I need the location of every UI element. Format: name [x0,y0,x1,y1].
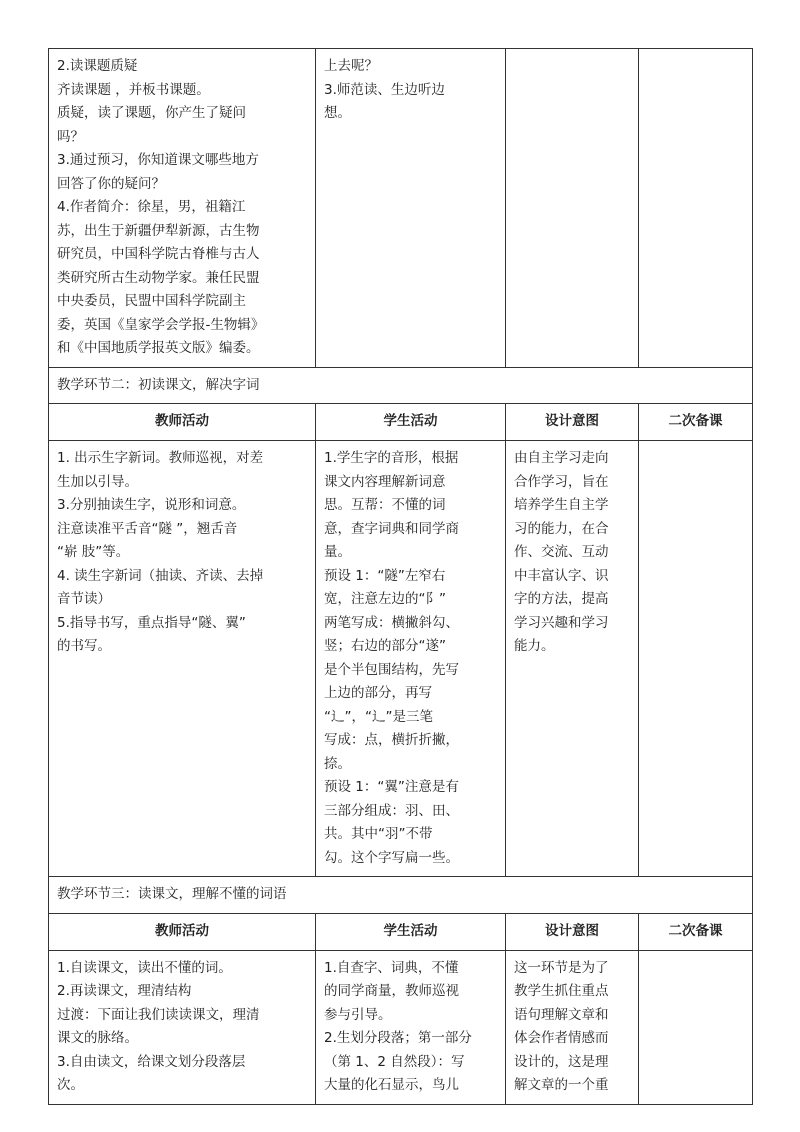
header-second-prep: 二次备课 [639,913,753,950]
design-intent-cell [506,49,639,368]
table-row [49,950,753,1104]
text-line: 过渡：下面让我们读读课文，理清 [57,1006,260,1023]
lesson-plan-table [48,48,753,1105]
text-line: 次。 [57,1077,84,1093]
text-line: 上边的部分，再写 [324,685,432,701]
text-line: 吗？ [57,128,84,145]
text-line: 习的能力，在合 [514,520,609,537]
text-line: 由自主学习走向 [514,450,609,466]
text-line: 想。 [324,105,351,121]
second-prep-cell [639,950,753,1104]
text-line: 中央委员，民盟中国科学院副主 [57,293,246,309]
header-row [49,404,753,441]
header-teacher-activity: 教师活动 [49,913,316,950]
text-line: 是个半包围结构，先写 [324,661,459,678]
text-line: 上去呢？ [324,58,378,74]
text-line: 委，英国《皇家学会学报-生物辑》 [57,316,265,333]
text-line: 类研究所古生动物学家。兼任民盟 [57,269,260,286]
section-row [49,877,753,914]
design-intent-cell [506,950,639,1104]
section-title: 教学环节三：读课文，理解不懂的词语 [49,877,753,914]
table-row [49,441,753,877]
table-row [49,49,753,368]
text-line: 和《中国地质学报英文版》编委。 [57,340,260,356]
text-line: 课文的脉络。 [57,1030,138,1046]
student-activity-lines [324,447,497,870]
section-row [49,367,753,404]
text-line: 能力。 [514,638,555,654]
design-intent-lines [514,957,630,1098]
text-line: 3.自由读文，给课文划分段落层 [57,1053,246,1070]
text-line: 培养学生自主学 [514,497,609,513]
text-line: 音节读） [57,591,111,607]
text-line: 勾。这个字写扁一些。 [324,849,459,866]
text-line: “辶”，“辶”是三笔 [324,708,433,725]
section-title: 教学环节二：初读课文，解决字词 [49,367,753,404]
text-line: 中丰富认字、识 [514,567,609,584]
text-line: 1.学生字的音形，根据 [324,450,459,466]
text-line: 2.生划分段落；第一部分 [324,1030,472,1046]
teacher-activity-cell [49,49,316,368]
text-line: 1.自查字、词典，不懂 [324,959,459,976]
text-line: 捺。 [324,755,351,772]
text-line: 1. 出示生字新词。教师巡视，对差 [57,450,264,466]
text-line: 4.作者简介：徐星，男，祖籍江 [57,199,246,215]
text-line: 意，查字词典和同学商 [324,520,459,537]
text-line: 共。其中“羽”不带 [324,826,433,842]
text-line: 三部分组成：羽、田、 [324,802,459,819]
text-line: 3.师范读、生边听边 [324,81,445,98]
text-line: 的书写。 [57,638,111,654]
text-line: （第 1、2 自然段）：写 [324,1053,465,1070]
design-intent-cell [506,441,639,877]
text-line: 质疑，读了课题，你产生了疑问 [57,105,246,121]
text-line: 齐读课题 ，并板书课题。 [57,81,210,98]
header-design-intent: 设计意图 [506,404,639,441]
text-line: 设计的，这是理 [514,1053,609,1070]
text-line: 两笔写成：横撇斜勾、 [324,614,459,631]
second-prep-cell [639,441,753,877]
teacher-activity-lines [57,55,307,361]
header-second-prep: 二次备课 [639,404,753,441]
teacher-activity-cell [49,950,316,1104]
text-line: 预设 1：“翼”注意是有 [324,779,459,795]
second-prep-cell [639,49,753,368]
text-line: “崭 肢”等。 [57,544,130,560]
text-line: 苏，出生于新疆伊犁新源，古生物 [57,222,260,239]
text-line: 回答了你的疑问？ [57,175,165,192]
text-line: 竖；右边的部分“遂” [324,638,446,654]
text-line: 2.再读课文，理清结构 [57,983,192,999]
text-line: 生加以引导。 [57,473,138,490]
student-activity-lines [324,55,497,126]
text-line: 课文内容理解新词意 [324,473,446,490]
teacher-activity-cell [49,441,316,877]
student-activity-cell [316,441,506,877]
text-line: 1.自读课文，读出不懂的词。 [57,959,232,976]
text-line: 宽，注意左边的“阝” [324,591,446,607]
text-line: 注意读准平舌音“隧 ”，翘舌音 [57,520,238,537]
text-line: 字的方法，提高 [514,591,609,607]
text-line: 预设 1：“隧”左窄右 [324,567,446,584]
text-line: 学习兴趣和学习 [514,614,609,631]
text-line: 写成：点，横折折撇， [324,732,459,748]
text-line: 研究员，中国科学院古脊椎与古人 [57,246,260,262]
student-activity-cell [316,950,506,1104]
teacher-activity-lines [57,447,307,659]
text-line: 3.通过预习，你知道课文哪些地方 [57,152,259,168]
text-line: 5.指导书写，重点指导“隧、翼” [57,614,246,631]
header-teacher-activity: 教师活动 [49,404,316,441]
student-activity-cell [316,49,506,368]
text-line: 的同学商量，教师巡视 [324,983,459,999]
design-intent-lines [514,447,630,659]
text-line: 作、交流、互动 [514,544,609,560]
text-line: 这一环节是为了 [514,959,609,976]
text-line: 思。互帮：不懂的词 [324,497,446,513]
student-activity-lines [324,957,497,1098]
text-line: 教学生抓住重点 [514,983,609,999]
text-line: 量。 [324,544,351,560]
header-student-activity: 学生活动 [316,913,506,950]
teacher-activity-lines [57,957,307,1098]
text-line: 2.读课题质疑 [57,58,138,74]
header-row [49,913,753,950]
header-student-activity: 学生活动 [316,404,506,441]
header-design-intent: 设计意图 [506,913,639,950]
text-line: 语句理解文章和 [514,1006,609,1023]
text-line: 体会作者情感而 [514,1030,609,1046]
text-line: 合作学习，旨在 [514,473,609,490]
text-line: 3.分别抽读生字，说形和词意。 [57,497,246,513]
text-line: 参与引导。 [324,1006,392,1023]
text-line: 大量的化石显示，鸟儿 [324,1077,459,1093]
text-line: 解文章的一个重 [514,1077,609,1093]
text-line: 4. 读生字新词（抽读、齐读、去掉 [57,567,264,584]
